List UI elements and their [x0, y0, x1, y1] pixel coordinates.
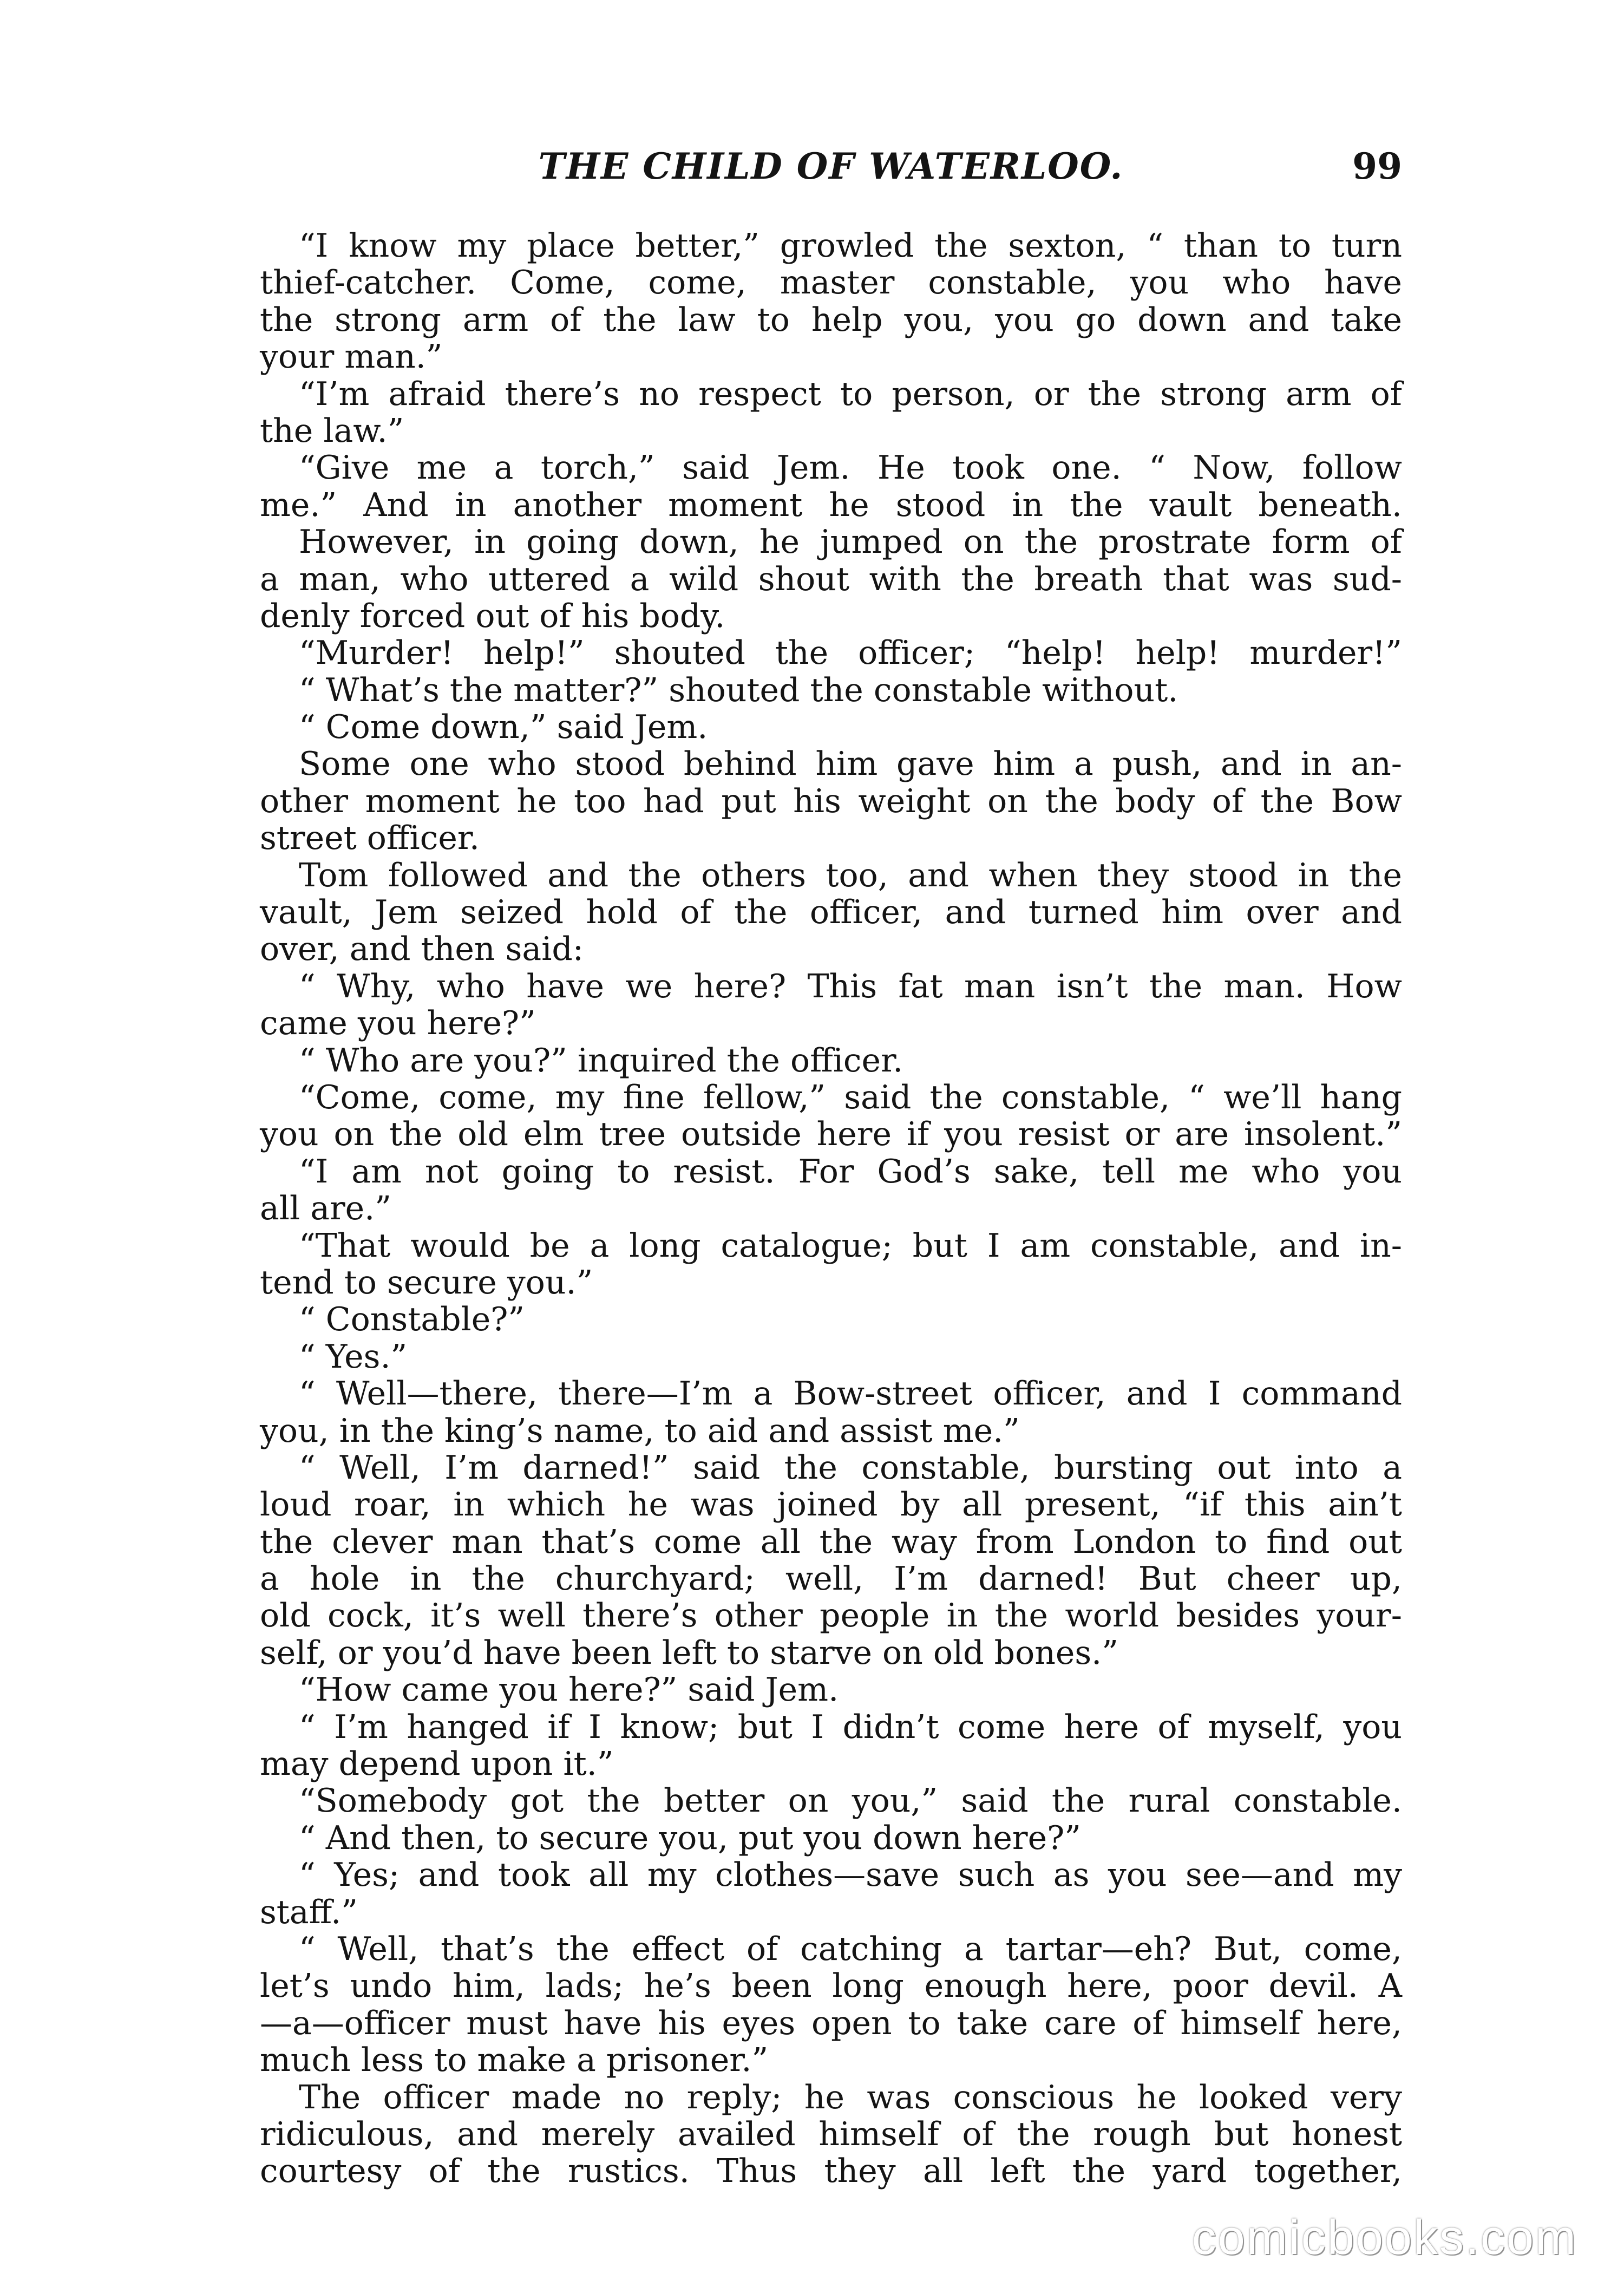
text-line: “ Why, who have we here? This fat man isn’t the man. How: [299, 967, 1402, 1005]
text-line: the strong arm of the law to help you, you go down and take: [260, 300, 1402, 339]
text-line: However, in going down, he jumped on the prostrate form of: [299, 523, 1402, 561]
text-line: “ Yes; and took all my clothes—save such as you see—and my: [299, 1856, 1402, 1894]
text-line: “ What’s the matter?” shouted the constable without.: [299, 671, 1178, 709]
text-line: Some one who stood behind him gave him a push, and in an-: [299, 745, 1402, 783]
text-line: a hole in the churchyard; well, I’m darned! But cheer up,: [260, 1560, 1402, 1598]
text-line: “Somebody got the better on you,” said the rural constable.: [299, 1782, 1402, 1820]
text-line: “I know my place better,” growled the sexton, “ than to turn: [299, 227, 1402, 265]
text-line: The officer made no reply; he was conscious he looked very: [299, 2078, 1402, 2116]
text-line: loud roar, in which he was joined by all present, “if this ain’t: [260, 1486, 1402, 1524]
text-line: your man.”: [260, 338, 443, 376]
text-line: “ Constable?”: [299, 1301, 525, 1339]
text-line: me.” And in another moment he stood in the vault beneath.: [260, 486, 1402, 524]
text-line: denly forced out of his body.: [260, 597, 725, 635]
text-line: self, or you’d have been left to starve on old bones.”: [260, 1633, 1118, 1672]
text-line: courtesy of the rustics. Thus they all left the yard together,: [260, 2152, 1402, 2191]
text-line: vault, Jem seized hold of the officer, and turned him over and: [260, 893, 1402, 932]
text-line: “Give me a torch,” said Jem. He took one. “ Now, follow: [299, 449, 1402, 487]
text-line: “ Well, that’s the effect of catching a tartar—eh? But, come,: [299, 1930, 1402, 1968]
text-line: much less to make a prisoner.”: [260, 2041, 769, 2080]
text-line: “ And then, to secure you, put you down here?”: [299, 1819, 1081, 1857]
text-line: —a—officer must have his eyes open to take care of himself here,: [260, 2004, 1402, 2042]
text-line: may depend upon it.”: [260, 1745, 614, 1783]
text-line: the clever man that’s come all the way from London to find out: [260, 1522, 1402, 1561]
text-line: “ Well—there, there—I’m a Bow-street officer, and I command: [299, 1375, 1402, 1413]
text-line: over, and then said:: [260, 930, 584, 969]
text-line: “I am not going to resist. For God’s sake, tell me who you: [299, 1152, 1402, 1191]
text-line: came you here?”: [260, 1004, 536, 1043]
text-line: Tom followed and the others too, and when they stood in the: [299, 856, 1402, 894]
text-line: ridiculous, and merely availed himself of the rough but honest: [260, 2115, 1402, 2153]
page-body: [260, 227, 1402, 2190]
text-line: staff.”: [260, 1893, 358, 1931]
page-header: [260, 145, 1402, 205]
text-line: “ I’m hanged if I know; but I didn’t come here of myself, you: [299, 1708, 1402, 1746]
text-line: “I’m afraid there’s no respect to person, or the strong arm of: [299, 375, 1402, 413]
text-line: “ Yes.”: [299, 1337, 408, 1376]
text-line: a man, who uttered a wild shout with the breath that was sud-: [260, 560, 1402, 598]
text-line: let’s undo him, lads; he’s been long enough here, poor devil. A: [260, 1967, 1402, 2005]
running-title: THE CHILD OF WATERLOO.: [538, 145, 1124, 187]
text-line: thief-catcher. Come, come, master constable, you who have: [260, 264, 1402, 302]
text-line: “ Who are you?” inquired the officer.: [299, 1041, 903, 1080]
text-line: “ Come down,” said Jem.: [299, 708, 708, 747]
text-line: tend to secure you.”: [260, 1263, 593, 1302]
text-line: street officer.: [260, 819, 480, 858]
text-line: “Murder! help!” shouted the officer; “help! help! murder!”: [299, 634, 1402, 672]
text-line: old cock, it’s well there’s other people in the world besides your-: [260, 1597, 1402, 1635]
text-line: “Come, come, my fine fellow,” said the constable, “ we’ll hang: [299, 1078, 1402, 1116]
text-line: you, in the king’s name, to aid and assist me.”: [260, 1412, 1020, 1450]
text-line: all are.”: [260, 1190, 391, 1228]
text-line: “ Well, I’m darned!” said the constable, bursting out into a: [299, 1448, 1402, 1487]
text-line: “How came you here?” said Jem.: [299, 1671, 839, 1709]
text-line: “That would be a long catalogue; but I am constable, and in-: [299, 1226, 1402, 1265]
text-line: the law.”: [260, 411, 404, 450]
text-line: you on the old elm tree outside here if you resist or are insolent.”: [260, 1115, 1402, 1154]
watermark: comicbooks.com: [1191, 2211, 1577, 2265]
page-number: 99: [1352, 145, 1402, 187]
text-line: other moment he too had put his weight on the body of the Bow: [260, 782, 1402, 820]
